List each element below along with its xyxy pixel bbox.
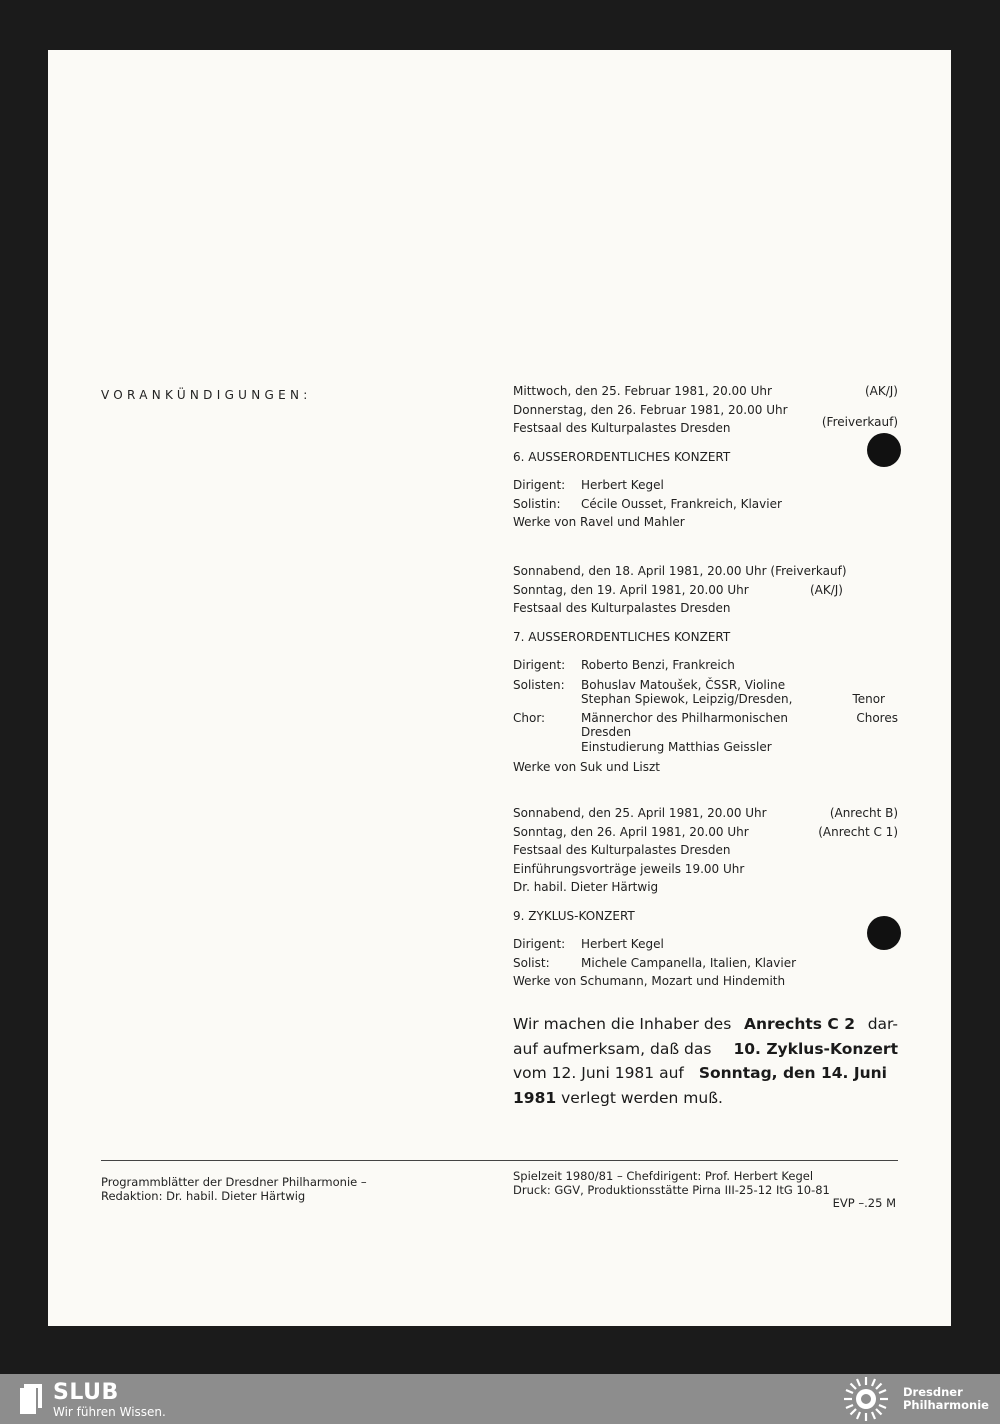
- concert-7-works: Werke von Suk und Liszt: [513, 760, 660, 774]
- slub-name: SLUB: [53, 1380, 119, 1405]
- concert-6-date-2: Donnerstag, den 26. Februar 1981, 20.00 Uhr: [513, 402, 788, 417]
- concert-9-lecture: Einführungsvorträge jeweils 19.00 Uhr: [513, 861, 745, 876]
- concert-9-lecturer: Dr. habil. Dieter Härtwig: [513, 880, 659, 894]
- concert-9-works: Werke von Schumann, Mozart und Hindemith: [513, 974, 786, 988]
- concert-6-block: [513, 382, 898, 532]
- footer-right: Spielzeit 1980/81 – Chefdirigent: Prof. Herbert Kegel Druck: GGV, Produktionsstätte Pirna III-25-12 ItG 10-81 EVP –.25 M: [513, 1169, 896, 1210]
- viewer-footer-bar: [0, 1374, 1000, 1424]
- concert-7-choir: Chor: Männerchor des Philharmonischen Chores Dresden Einstudierung Matthias Geissler: [513, 710, 898, 754]
- slub-logo-icon: [20, 1384, 42, 1414]
- concert-7-conductor: Dirigent: Roberto Benzi, Frankreich: [513, 658, 735, 672]
- concert-6-conductor: Dirigent: Herbert Kegel: [513, 478, 664, 492]
- concert-7-date-2: Sonntag, den 19. April 1981, 20.00 Uhr (AK/J): [513, 582, 843, 597]
- concert-9-venue: Festsaal des Kulturpalastes Dresden: [513, 843, 731, 857]
- punch-hole-top: [867, 433, 901, 467]
- concert-9-title: 9. ZYKLUS-KONZERT: [513, 908, 635, 923]
- dresdner-philharmonie-logo-icon: [842, 1376, 890, 1422]
- concert-7-soloists: Solisten: Bohuslav Matoušek, ČSSR, Violine Stephan Spiewok, Leipzig/Dresden, Tenor: [513, 677, 885, 706]
- concert-9-conductor: Dirigent: Herbert Kegel: [513, 937, 664, 951]
- concert-9-date-2: Sonntag, den 26. April 1981, 20.00 Uhr (Anrecht C 1): [513, 824, 898, 839]
- concert-6-works: Werke von Ravel und Mahler: [513, 515, 685, 529]
- concert-6-date-2-note: (Freiverkauf): [821, 415, 898, 429]
- punch-hole-bottom: [867, 916, 901, 950]
- concert-7-venue: Festsaal des Kulturpalastes Dresden: [513, 601, 731, 615]
- concert-7-block: [513, 562, 898, 777]
- concert-6-venue: Festsaal des Kulturpalastes Dresden: [513, 421, 731, 435]
- dresdner-philharmonie-wordmark: Dresdner Philharmonie: [903, 1385, 989, 1412]
- concert-6-venue-row: [513, 415, 898, 438]
- concert-6-date-1: Mittwoch, den 25. Februar 1981, 20.00 Uhr (AK/J): [513, 384, 898, 398]
- schedule-change-notice: Wir machen die Inhaber des Anrechts C 2 dar- auf aufmerksam, daß das 10. Zyklus-Konzert vom 12. Juni 1981 auf Sonntag, den 14. Juni 1981 verlegt werden muß.: [513, 1015, 898, 1107]
- concert-7-title: 7. AUSSERORDENTLICHES KONZERT: [513, 629, 731, 644]
- concert-7-date-1: Sonnabend, den 18. April 1981, 20.00 Uhr (Freiverkauf): [513, 564, 847, 578]
- concert-9-block: [513, 804, 898, 991]
- slub-tagline: Wir führen Wissen.: [53, 1405, 166, 1419]
- announcements-heading: VORANKÜNDIGUNGEN:: [101, 388, 312, 402]
- concert-9-soloist: Solist: Michele Campanella, Italien, Klavier: [513, 955, 797, 970]
- concert-6-soloist: Solistin: Cécile Ousset, Frankreich, Klavier: [513, 496, 782, 511]
- document-page: [48, 50, 951, 1326]
- concert-6-title: 6. AUSSERORDENTLICHES KONZERT: [513, 449, 731, 464]
- footer-divider: [101, 1160, 898, 1161]
- footer-left: Programmblätter der Dresdner Philharmonie – Redaktion: Dr. habil. Dieter Härtwig: [101, 1175, 367, 1203]
- concert-9-date-1: Sonnabend, den 25. April 1981, 20.00 Uhr (Anrecht B): [513, 806, 898, 820]
